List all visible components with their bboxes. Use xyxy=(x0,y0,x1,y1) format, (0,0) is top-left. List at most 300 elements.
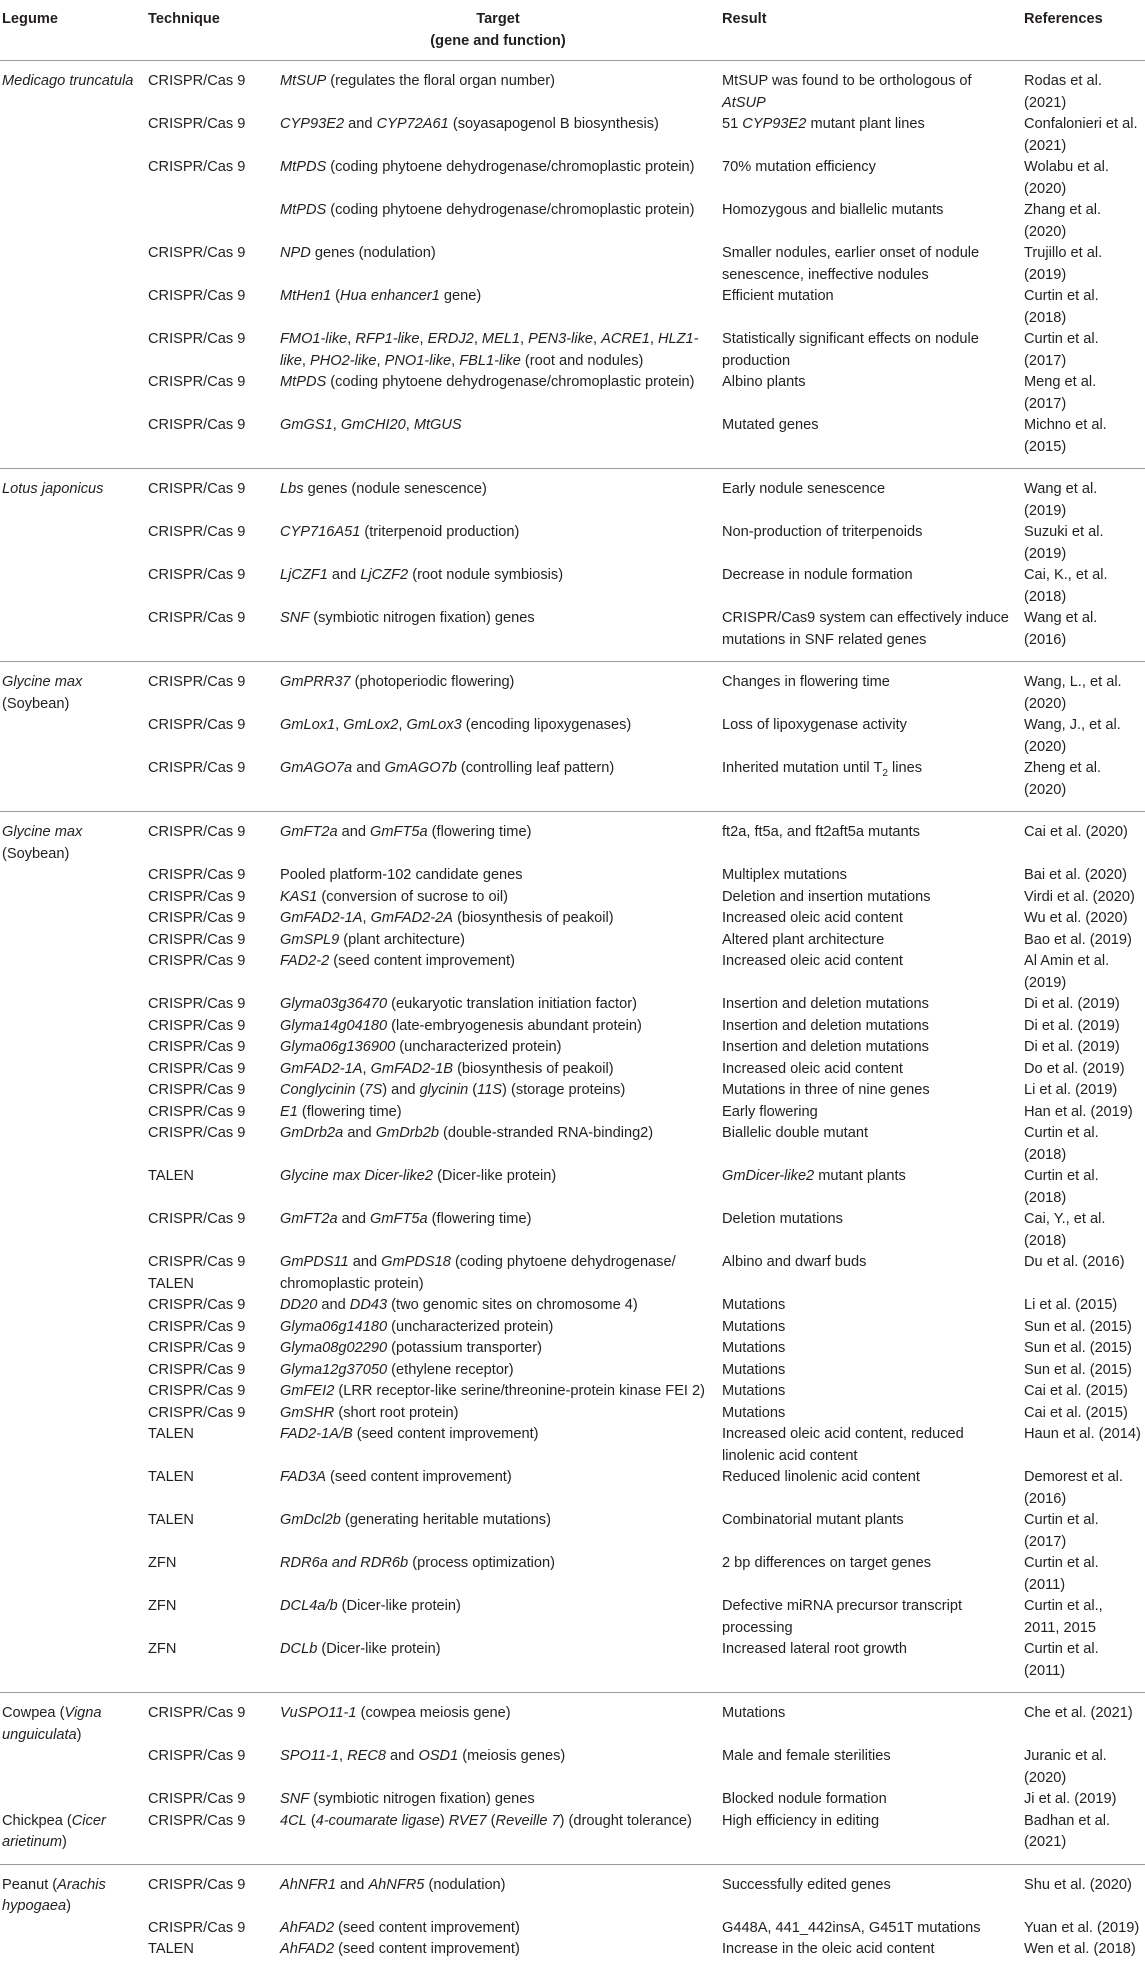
technique-cell: TALEN xyxy=(148,1512,194,1528)
reference-cell: Michno et al. (2015) xyxy=(1024,417,1107,455)
target-0-0-run-1: (regulates the floral organ number) xyxy=(326,73,555,89)
result-cell xyxy=(720,1403,1022,1425)
result-cell xyxy=(720,1016,1022,1038)
result-3-9-run-0: Increased oleic acid content xyxy=(722,1060,903,1077)
technique-cell: CRISPR/Cas 9 xyxy=(146,1693,278,1747)
result-cell xyxy=(720,329,1022,372)
table-row xyxy=(0,1059,1145,1081)
reference-cell: Confalonieri et al. (2021) xyxy=(1024,116,1138,154)
result-cell xyxy=(720,1553,1022,1596)
target-cell xyxy=(278,812,720,866)
legume-cell xyxy=(0,662,146,716)
technique-cell: CRISPR/Cas 9 xyxy=(146,61,278,115)
target-0-2-run-1: (coding phytoene dehydrogenase/chromoplastic protein) xyxy=(326,159,695,175)
result-2-2-run-0: Inherited mutation until T xyxy=(722,760,883,776)
reference-cell: Di et al. (2019) xyxy=(1024,1017,1120,1034)
target-2-1-run-2: GmLox2 xyxy=(343,717,399,733)
target-3-14-run-3: (flowering time) xyxy=(427,1211,532,1227)
table-row xyxy=(0,715,1145,758)
header-row xyxy=(0,0,1145,61)
target-cell xyxy=(278,1059,720,1081)
legume-cell xyxy=(0,1639,146,1693)
legume-3-run-1: (Soybean) xyxy=(2,845,70,862)
table-row xyxy=(0,1811,1145,1865)
legume-cell xyxy=(0,930,146,952)
technique-cell: CRISPR/Cas 9 xyxy=(148,245,246,261)
result-3-4-run-0: Altered plant architecture xyxy=(722,931,885,948)
target-4-3-run-2: 4-coumarate ligase xyxy=(315,1812,440,1829)
result-3-6-run-0: Insertion and deletion mutations xyxy=(722,996,929,1012)
target-0-1-run-1: and xyxy=(344,116,377,132)
result-0-1-run-0: 51 xyxy=(722,116,743,132)
legume-5-run-0: Peanut ( xyxy=(2,1876,58,1893)
reference-cell: Al Amin et al. (2019) xyxy=(1024,953,1110,991)
table-row xyxy=(0,61,1145,115)
target-3-10-run-2: 7S xyxy=(364,1082,383,1098)
legume-cell xyxy=(0,61,146,115)
target-1-1-run-0: CYP716A51 xyxy=(280,524,361,540)
target-4-1-run-3: and xyxy=(386,1748,419,1764)
legume-cell xyxy=(0,1811,146,1865)
target-cell xyxy=(278,157,720,200)
target-3-23-run-1: (seed content improvement) xyxy=(325,1469,512,1485)
result-cell xyxy=(720,1295,1022,1317)
target-3-23-run-0: FAD3A xyxy=(280,1469,326,1485)
reference-cell: Curtin et al. (2018) xyxy=(1024,1168,1099,1206)
legume-cell xyxy=(0,1295,146,1317)
target-3-10-run-1: ( xyxy=(355,1082,365,1098)
target-cell xyxy=(278,243,720,286)
target-cell xyxy=(278,1789,720,1811)
target-3-10-run-0: Conglycinin xyxy=(280,1082,356,1098)
target-0-6-run-2: RFP1-like xyxy=(355,331,420,347)
target-2-0-run-1: (photoperiodic flowering) xyxy=(350,674,515,690)
target-4-3-run-7: ) (drought tolerance) xyxy=(559,1812,692,1829)
technique-cell: CRISPR/Cas 9 xyxy=(146,1864,278,1918)
target-cell xyxy=(278,1918,720,1940)
target-3-15-run-3: (coding phytoene dehydrogenase/ chromoplastic protein) xyxy=(280,1254,676,1292)
target-0-6-run-9: , xyxy=(593,331,602,347)
technique-cell: CRISPR/Cas 9 xyxy=(148,996,246,1012)
reference-cell: Di et al. (2019) xyxy=(1024,1039,1120,1055)
target-3-18-run-0: Glyma08g02290 xyxy=(280,1340,388,1356)
target-0-5-run-1: ( xyxy=(331,288,341,304)
legume-cell xyxy=(0,1252,146,1295)
table-row xyxy=(0,1166,1145,1209)
result-3-22-run-0: Increased oleic acid content, reduced linolenic acid content xyxy=(722,1426,964,1464)
reference-cell: Ji et al. (2019) xyxy=(1024,1791,1117,1807)
result-0-0-run-1: AtSUP xyxy=(722,94,766,111)
reference-cell: Curtin et al., 2011, 2015 xyxy=(1024,1598,1103,1636)
result-0-4-run-0: Smaller nodules, earlier onset of nodule senescence, ineffective nodules xyxy=(722,245,980,283)
table-row xyxy=(0,1381,1145,1403)
target-0-3-run-0: MtPDS xyxy=(280,202,327,218)
target-3-3-run-2: GmFAD2-2A xyxy=(370,910,454,926)
target-cell xyxy=(278,1209,720,1252)
reference-cell: Bao et al. (2019) xyxy=(1024,931,1132,948)
target-cell xyxy=(278,1317,720,1339)
target-3-27-run-1: (Dicer-like protein) xyxy=(317,1641,441,1657)
legume-cell xyxy=(0,1403,146,1425)
target-cell xyxy=(278,286,720,329)
result-cell xyxy=(720,951,1022,994)
target-cell xyxy=(278,930,720,952)
result-5-2-run-0: Increase in the oleic acid content xyxy=(722,1941,935,1957)
target-cell xyxy=(278,1123,720,1166)
target-0-2-run-0: MtPDS xyxy=(280,159,327,175)
target-0-6-run-18: FBL1-like xyxy=(459,352,521,369)
result-cell xyxy=(720,1864,1022,1918)
target-0-8-run-2: GmCHI20 xyxy=(340,417,406,433)
table-row xyxy=(0,469,1145,523)
reference-cell: Zhang et al. (2020) xyxy=(1024,202,1102,240)
result-0-1-run-1: CYP93E2 xyxy=(742,116,807,132)
target-3-2-run-0: KAS1 xyxy=(280,888,318,905)
target-4-1-run-0: SPO11-1 xyxy=(280,1748,339,1764)
target-0-1-run-0: CYP93E2 xyxy=(280,116,345,132)
result-cell xyxy=(720,1252,1022,1295)
legume-cell xyxy=(0,1360,146,1382)
target-1-2-run-3: (root nodule symbiosis) xyxy=(408,567,564,583)
technique-cell: CRISPR/Cas 9 xyxy=(148,910,246,926)
target-cell xyxy=(278,1037,720,1059)
target-3-16-run-0: DD20 xyxy=(280,1297,318,1313)
reference-cell: Li et al. (2019) xyxy=(1024,1082,1118,1098)
technique-cell: TALEN xyxy=(148,1168,194,1184)
result-cell xyxy=(720,1123,1022,1166)
result-3-17-run-0: Mutations xyxy=(722,1318,786,1335)
target-0-8-run-0: GmGS1 xyxy=(280,417,333,433)
target-0-6-run-6: MEL1 xyxy=(481,331,521,347)
legume-4-run-2: ) xyxy=(76,1726,82,1743)
target-0-8-run-4: MtGUS xyxy=(413,417,462,433)
technique-cell: CRISPR/Cas 9 xyxy=(148,116,246,132)
table-row xyxy=(0,1693,1145,1747)
legume-cell xyxy=(0,1080,146,1102)
result-3-8-run-0: Insertion and deletion mutations xyxy=(722,1039,929,1055)
result-cell xyxy=(720,1080,1022,1102)
target-0-7-run-0: MtPDS xyxy=(280,374,327,390)
target-3-9-run-1: , xyxy=(362,1060,371,1077)
target-1-2-run-1: and xyxy=(327,567,361,583)
target-3-26-run-1: (Dicer-like protein) xyxy=(337,1598,461,1614)
target-3-0-run-1: and xyxy=(337,824,371,840)
legume-cell xyxy=(0,1693,146,1747)
result-3-16-run-0: Mutations xyxy=(722,1297,786,1313)
legume-cell xyxy=(0,994,146,1016)
target-3-17-run-0: Glyma06g14180 xyxy=(280,1318,388,1335)
legume-cell xyxy=(0,1338,146,1360)
result-cell xyxy=(720,1360,1022,1382)
result-0-1-run-2: mutant plant lines xyxy=(806,116,925,132)
target-3-12-run-1: and xyxy=(343,1125,376,1141)
result-0-3-run-0: Homozygous and biallelic mutants xyxy=(722,202,944,218)
reference-cell: Curtin et al. (2017) xyxy=(1024,331,1099,369)
technique-cell: CRISPR/Cas 9 xyxy=(148,888,246,905)
result-cell xyxy=(720,1037,1022,1059)
target-3-9-run-0: GmFAD2-1A xyxy=(280,1060,363,1077)
result-cell xyxy=(720,1102,1022,1124)
reference-cell: Sun et al. (2015) xyxy=(1024,1340,1132,1356)
result-cell xyxy=(720,522,1022,565)
target-0-6-run-1: , xyxy=(347,331,356,347)
result-cell xyxy=(720,1381,1022,1403)
legume-cell xyxy=(0,565,146,608)
target-0-6-run-7: , xyxy=(520,331,529,347)
reference-cell: Suzuki et al. (2019) xyxy=(1024,524,1104,562)
result-3-2-run-0: Deletion and insertion mutations xyxy=(722,888,931,905)
result-4-0-run-0: Mutations xyxy=(722,1705,786,1721)
table-row xyxy=(0,951,1145,994)
legume-2-run-0: Glycine max xyxy=(2,674,83,690)
reference-cell: Cai et al. (2015) xyxy=(1024,1404,1128,1421)
table-row xyxy=(0,1596,1145,1639)
target-5-0-run-0: AhNFR1 xyxy=(280,1876,336,1893)
table-body xyxy=(0,61,1145,1971)
technique-cell: CRISPR/Cas 9 xyxy=(148,1060,246,1077)
target-0-6-run-11: , xyxy=(649,331,658,347)
reference-cell: Meng et al. (2017) xyxy=(1024,374,1097,412)
legume-cell xyxy=(0,1467,146,1510)
legume-cell xyxy=(0,286,146,329)
reference-cell: Cai, K., et al. (2018) xyxy=(1024,567,1108,605)
target-1-3-run-0: SNF xyxy=(280,610,310,626)
reference-cell: Virdi et al. (2020) xyxy=(1024,888,1135,905)
target-2-1-run-4: GmLox3 xyxy=(406,717,462,733)
reference-cell: Di et al. (2019) xyxy=(1024,996,1120,1012)
target-cell xyxy=(278,1811,720,1865)
legume-cell xyxy=(0,469,146,523)
reference-cell: Cai et al. (2015) xyxy=(1024,1383,1128,1399)
technique-cell: CRISPR/Cas 9 xyxy=(148,1211,246,1227)
result-cell xyxy=(720,994,1022,1016)
technique-cell: TALEN xyxy=(148,1941,194,1957)
legume-cell xyxy=(0,887,146,909)
result-cell xyxy=(720,1166,1022,1209)
technique-cell: CRISPR/Cas 9 xyxy=(148,953,246,969)
target-cell xyxy=(278,951,720,994)
target-cell xyxy=(278,1016,720,1038)
technique-cell xyxy=(146,200,278,243)
target-0-1-run-2: CYP72A61 xyxy=(376,116,449,132)
reference-cell: Che et al. (2021) xyxy=(1022,1693,1145,1747)
target-3-11-run-1: (flowering time) xyxy=(297,1103,402,1120)
result-cell xyxy=(720,1746,1022,1789)
legume-cell xyxy=(0,522,146,565)
target-3-15-run-0: GmPDS11 xyxy=(280,1254,349,1270)
result-cell xyxy=(720,1059,1022,1081)
table-row xyxy=(0,812,1145,866)
reference-cell: Bai et al. (2020) xyxy=(1024,867,1128,883)
target-cell xyxy=(278,114,720,157)
reference-cell: Han et al. (2019) xyxy=(1024,1103,1133,1120)
target-0-6-run-12: HLZ1-like xyxy=(280,331,699,369)
target-3-24-run-0: GmDcl2b xyxy=(280,1512,341,1528)
technique-cell: CRISPR/Cas 9 xyxy=(148,1297,246,1313)
result-4-3-run-0: High efficiency in editing xyxy=(722,1812,880,1829)
target-4-3-run-4: RVE7 xyxy=(448,1812,487,1829)
target-0-4-run-0: NPD xyxy=(280,245,311,261)
result-0-7-run-0: Albino plants xyxy=(722,374,806,390)
target-4-1-run-5: (meiosis genes) xyxy=(458,1748,566,1764)
reference-cell: Li et al. (2015) xyxy=(1024,1297,1118,1313)
result-cell xyxy=(720,1918,1022,1940)
technique-cell: CRISPR/Cas 9 xyxy=(146,812,278,866)
result-2-0-run-0: Changes in flowering time xyxy=(722,674,890,690)
target-cell xyxy=(278,200,720,243)
target-4-1-run-2: REC8 xyxy=(347,1748,386,1764)
result-cell xyxy=(720,608,1022,662)
target-cell xyxy=(278,1746,720,1789)
table-row xyxy=(0,1789,1145,1811)
result-cell xyxy=(720,1209,1022,1252)
technique-cell: CRISPR/Cas 9 xyxy=(148,374,246,390)
result-0-5-run-0: Efficient mutation xyxy=(722,288,834,304)
target-3-13-run-1: (Dicer-like protein) xyxy=(433,1168,557,1184)
result-0-2-run-0: 70% mutation efficiency xyxy=(722,159,876,175)
technique-cell: CRISPR/Cas 9 xyxy=(148,1340,246,1356)
target-4-3-run-3: ) xyxy=(439,1812,449,1829)
reference-cell: Shu et al. (2020) xyxy=(1022,1864,1145,1918)
target-3-12-run-0: GmDrb2a xyxy=(280,1125,344,1141)
result-5-1-run-0: G448A, 441_442insA, G451T mutations xyxy=(722,1919,981,1936)
result-cell xyxy=(720,114,1022,157)
result-cell xyxy=(720,887,1022,909)
result-5-0-run-0: Successfully edited genes xyxy=(722,1876,891,1893)
result-3-13-run-0: GmDicer-like2 xyxy=(722,1168,815,1184)
target-1-3-run-1: (symbiotic nitrogen fixation) genes xyxy=(309,610,535,626)
reference-cell: Zheng et al. (2020) xyxy=(1024,760,1102,798)
result-3-13-run-1: mutant plants xyxy=(814,1168,906,1184)
result-3-18-run-0: Mutations xyxy=(722,1340,786,1356)
header-references: References xyxy=(1022,0,1145,61)
legume-cell xyxy=(0,1746,146,1789)
result-cell xyxy=(720,1338,1022,1360)
result-0-0-run-0: MtSUP was found to be orthologous of xyxy=(722,73,972,89)
table-row xyxy=(0,865,1145,887)
target-3-16-run-1: and xyxy=(317,1297,350,1313)
target-4-2-run-0: SNF xyxy=(280,1791,310,1807)
target-5-0-run-3: (nodulation) xyxy=(424,1876,506,1893)
target-cell xyxy=(278,1939,720,1971)
target-3-0-run-3: (flowering time) xyxy=(427,824,532,840)
table-row xyxy=(0,1746,1145,1789)
result-cell xyxy=(720,415,1022,469)
reference-cell: Rodas et al. (2021) xyxy=(1022,61,1145,115)
target-5-1-run-1: (seed content improvement) xyxy=(334,1919,520,1936)
result-3-14-run-0: Deletion mutations xyxy=(722,1211,843,1227)
target-0-6-run-0: FMO1-like xyxy=(280,331,348,347)
reference-cell: Curtin et al. (2017) xyxy=(1024,1512,1099,1550)
target-cell xyxy=(278,865,720,887)
legume-0-run-0: Medicago truncatula xyxy=(2,73,134,89)
result-3-1-run-0: Multiplex mutations xyxy=(722,867,847,883)
technique-cell: CRISPR/Cas 9 xyxy=(148,760,246,776)
target-cell xyxy=(278,565,720,608)
result-3-20-run-0: Mutations xyxy=(722,1383,786,1399)
legume-cell xyxy=(0,200,146,243)
result-4-2-run-0: Blocked nodule formation xyxy=(722,1791,887,1807)
technique-cell: CRISPR/Cas 9 xyxy=(148,1791,246,1807)
target-cell xyxy=(278,715,720,758)
table-row xyxy=(0,1016,1145,1038)
target-0-3-run-1: (coding phytoene dehydrogenase/chromoplastic protein) xyxy=(326,202,695,218)
target-cell xyxy=(278,662,720,716)
technique-cell: ZFN xyxy=(148,1598,177,1614)
legume-cell xyxy=(0,1037,146,1059)
technique-cell: TALEN xyxy=(148,1426,194,1442)
header-technique: Technique xyxy=(146,0,278,61)
target-3-6-run-1: (eukaryotic translation initiation factor) xyxy=(387,996,637,1012)
target-3-26-run-0: DCL4a/b xyxy=(280,1598,338,1614)
reference-cell: Wu et al. (2020) xyxy=(1024,910,1128,926)
target-3-10-run-5: ( xyxy=(468,1082,478,1098)
target-1-2-run-0: LjCZF1 xyxy=(280,567,328,583)
target-4-0-run-0: VuSPO11-1 xyxy=(280,1705,357,1721)
target-0-5-run-2: Hua enhancer1 xyxy=(340,288,440,304)
target-cell xyxy=(278,758,720,812)
legume-cell xyxy=(0,908,146,930)
table-row xyxy=(0,758,1145,812)
target-0-6-run-14: PHO2-like xyxy=(310,352,377,369)
target-4-1-run-1: , xyxy=(338,1748,348,1764)
technique-cell: CRISPR/Cas 9 xyxy=(148,1812,246,1829)
result-3-15-run-0: Albino and dwarf buds xyxy=(722,1254,867,1270)
legume-cell xyxy=(0,608,146,662)
target-0-0-run-0: MtSUP xyxy=(280,73,327,89)
target-1-1-run-1: (triterpenoid production) xyxy=(360,524,520,540)
target-4-2-run-1: (symbiotic nitrogen fixation) genes xyxy=(309,1791,535,1807)
target-cell xyxy=(278,1467,720,1510)
table-row xyxy=(0,887,1145,909)
legume-cell xyxy=(0,812,146,866)
target-2-1-run-0: GmLox1 xyxy=(280,717,336,733)
target-0-5-run-3: gene) xyxy=(439,288,482,304)
result-3-25-run-0: 2 bp differences on target genes xyxy=(722,1555,932,1571)
table-row xyxy=(0,1037,1145,1059)
target-cell xyxy=(278,994,720,1016)
legume-cell xyxy=(0,1918,146,1940)
target-3-8-run-1: (uncharacterized protein) xyxy=(395,1039,562,1055)
result-cell xyxy=(720,1639,1022,1693)
result-cell xyxy=(720,243,1022,286)
target-3-8-run-0: Glyma06g136900 xyxy=(280,1039,396,1055)
table-row xyxy=(0,1553,1145,1596)
target-3-21-run-0: GmSHR xyxy=(280,1404,335,1421)
target-0-6-run-5: , xyxy=(473,331,482,347)
target-0-8-run-1: , xyxy=(332,417,341,433)
table-row xyxy=(0,1338,1145,1360)
target-4-3-run-5: ( xyxy=(486,1812,496,1829)
table-row xyxy=(0,1639,1145,1693)
result-cell xyxy=(720,908,1022,930)
target-3-14-run-0: GmFT2a xyxy=(280,1211,338,1227)
target-5-2-run-0: AhFAD2 xyxy=(280,1941,335,1957)
result-cell xyxy=(720,1317,1022,1339)
legume-4-3-run-0: Chickpea ( xyxy=(2,1812,72,1829)
target-2-1-run-1: , xyxy=(335,717,344,733)
table-row xyxy=(0,1403,1145,1425)
target-3-19-run-1: (ethylene receptor) xyxy=(387,1361,514,1378)
target-3-10-run-4: glycinin xyxy=(419,1082,469,1098)
legume-cell xyxy=(0,1553,146,1596)
technique-cell: TALEN xyxy=(148,1469,194,1485)
legume-cell xyxy=(0,243,146,286)
reference-cell: Wang et al. (2019) xyxy=(1022,469,1145,523)
legume-cell xyxy=(0,1381,146,1403)
technique-cell: CRISPR/Cas 9 xyxy=(146,469,278,523)
target-cell xyxy=(278,522,720,565)
